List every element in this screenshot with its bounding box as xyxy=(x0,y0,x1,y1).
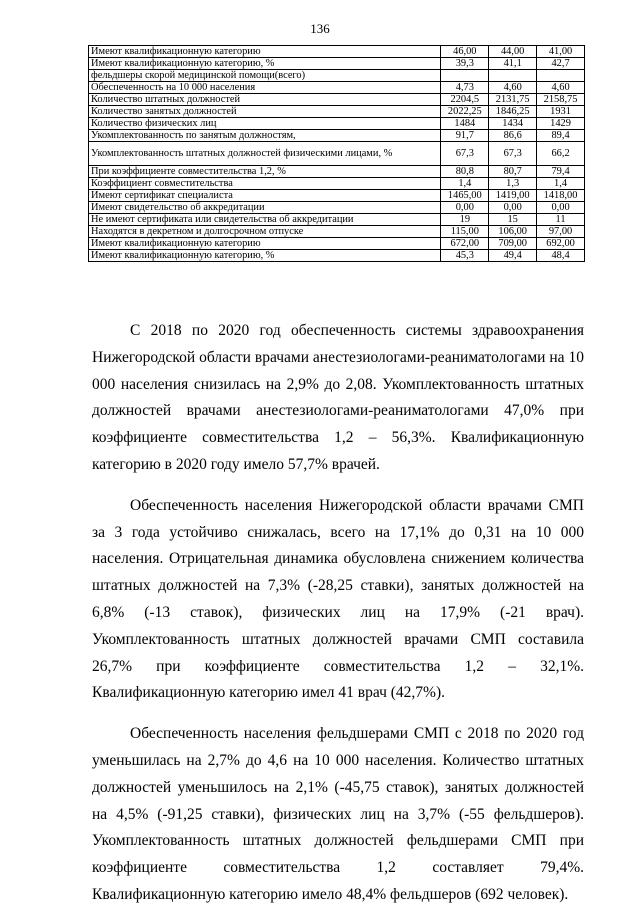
row-value: 1,3 xyxy=(489,178,537,190)
row-value: 1465,00 xyxy=(441,190,489,202)
row-value: 4,73 xyxy=(441,82,489,94)
row-value: 86,6 xyxy=(489,130,537,142)
row-value: 1484 xyxy=(441,118,489,130)
row-label: Укомплектованность по занятым должностям, xyxy=(89,130,441,142)
row-value: 80,7 xyxy=(489,166,537,178)
table-row xyxy=(89,94,585,106)
row-label: Находятся в декретном и долгосрочном отпуске xyxy=(89,226,441,238)
row-value: 15 xyxy=(489,214,537,226)
table-row xyxy=(89,142,585,166)
statistics-table xyxy=(88,45,585,262)
row-value: 692,00 xyxy=(537,238,585,250)
paragraph: Обеспеченность населения фельдшерами СМП с 2018 по 2020 год уменьшилась на 2,7% до 4,6 на 10 000 населения. Количество штатных должностей уменьшилось на 2,1% (-45,75 ставок), занятых должностей на 4,5% (-91,25 ставки), физических лиц на 3,7% (-55 фельдшеров). Укомплектованность штатных должностей фельдшерами СМП при коэффициенте совместительства 1,2 составляет 79,4%. Квалификационную категорию имело 48,4% фельдшеров (692 человек). xyxy=(92,725,584,903)
row-value: 19 xyxy=(441,214,489,226)
row-value xyxy=(537,70,585,82)
body-text xyxy=(92,318,584,923)
row-value: 1418,00 xyxy=(537,190,585,202)
table-row xyxy=(89,58,585,70)
row-value: 2022,25 xyxy=(441,106,489,118)
row-label: Имеют квалификационную категорию, % xyxy=(89,58,441,70)
row-value: 44,00 xyxy=(489,46,537,58)
row-value: 2204,5 xyxy=(441,94,489,106)
row-value: 11 xyxy=(537,214,585,226)
row-value: 39,3 xyxy=(441,58,489,70)
table-row xyxy=(89,250,585,262)
row-value: 0,00 xyxy=(537,202,585,214)
row-value: 91,7 xyxy=(441,130,489,142)
row-value: 1419,00 xyxy=(489,190,537,202)
row-value: 97,00 xyxy=(537,226,585,238)
row-label: Коэффициент совместительства xyxy=(89,178,441,190)
row-label: Количество занятых должностей xyxy=(89,106,441,118)
row-value: 0,00 xyxy=(489,202,537,214)
row-label: Обеспеченность на 10 000 населения xyxy=(89,82,441,94)
row-label: Количество штатных должностей xyxy=(89,94,441,106)
row-label: Не имеют сертификата или свидетельства об аккредитации xyxy=(89,214,441,226)
row-value: 1429 xyxy=(537,118,585,130)
table-row xyxy=(89,130,585,142)
row-label: Имеют квалификационную категорию xyxy=(89,46,441,58)
paragraph: С 2018 по 2020 год обеспеченность системы здравоохранения Нижегородской области врачами анестезиологами-реаниматологами на 10 000 населения снизилась на 2,9% до 2,08. Укомплектованность штатных должностей врачами анестезиологами-реаниматологами 47,0% при коэффициенте совместительства 1,2 – 56,3%. Квалификационную категорию в 2020 году имело 57,7% врачей. xyxy=(92,322,584,473)
table-row xyxy=(89,166,585,178)
row-label: Количество физических лиц xyxy=(89,118,441,130)
table-row xyxy=(89,202,585,214)
row-value: 1,4 xyxy=(537,178,585,190)
row-value: 4,60 xyxy=(537,82,585,94)
row-value: 46,00 xyxy=(441,46,489,58)
row-value: 709,00 xyxy=(489,238,537,250)
row-label: Имеют свидетельство об аккредитации xyxy=(89,202,441,214)
row-label: Укомплектованность штатных должностей физическими лицами, % xyxy=(89,142,441,166)
row-label: фельдшеры скорой медицинской помощи(всего) xyxy=(89,70,441,82)
row-value: 4,60 xyxy=(489,82,537,94)
paragraph: Обеспеченность населения Нижегородской области врачами СМП за 3 года устойчиво снижалась, всего на 17,1% до 0,31 на 10 000 населения. Отрицательная динамика обусловлена снижением количества штатных должностей на 7,3% (-28,25 ставки), занятых должностей на 6,8% (-13 ставок), физических лиц на 17,9% (-21 врач). Укомплектованность штатных должностей врачами СМП составила 26,7% при коэффициенте совместительства 1,2 – 32,1%. Квалификационную категорию имел 41 врач (42,7%). xyxy=(92,496,584,702)
row-value: 2131,75 xyxy=(489,94,537,106)
table-row xyxy=(89,82,585,94)
row-value xyxy=(489,70,537,82)
table-row xyxy=(89,226,585,238)
table-row xyxy=(89,118,585,130)
table-row xyxy=(89,46,585,58)
row-value: 41,00 xyxy=(537,46,585,58)
row-value: 1931 xyxy=(537,106,585,118)
row-label: Имеют сертификат специалиста xyxy=(89,190,441,202)
row-value: 1434 xyxy=(489,118,537,130)
row-label: Имеют квалификационную категорию, % xyxy=(89,250,441,262)
row-value: 672,00 xyxy=(441,238,489,250)
row-value: 66,2 xyxy=(537,142,585,166)
row-value: 67,3 xyxy=(441,142,489,166)
row-value: 1846,25 xyxy=(489,106,537,118)
row-value: 41,1 xyxy=(489,58,537,70)
table-row xyxy=(89,214,585,226)
table-row xyxy=(89,190,585,202)
row-value: 49,4 xyxy=(489,250,537,262)
row-value: 2158,75 xyxy=(537,94,585,106)
row-label: При коэффициенте совместительства 1,2, % xyxy=(89,166,441,178)
page-number: 136 xyxy=(310,21,330,36)
row-value: 1,4 xyxy=(441,178,489,190)
table-row xyxy=(89,106,585,118)
row-value: 42,7 xyxy=(537,58,585,70)
row-value: 67,3 xyxy=(489,142,537,166)
row-label: Имеют квалификационную категорию xyxy=(89,238,441,250)
row-value: 0,00 xyxy=(441,202,489,214)
row-value: 80,8 xyxy=(441,166,489,178)
row-value: 106,00 xyxy=(489,226,537,238)
table-row xyxy=(89,178,585,190)
row-value: 115,00 xyxy=(441,226,489,238)
row-value: 45,3 xyxy=(441,250,489,262)
table-row xyxy=(89,238,585,250)
table-row xyxy=(89,70,585,82)
row-value: 89,4 xyxy=(537,130,585,142)
row-value xyxy=(441,70,489,82)
row-value: 48,4 xyxy=(537,250,585,262)
row-value: 79,4 xyxy=(537,166,585,178)
